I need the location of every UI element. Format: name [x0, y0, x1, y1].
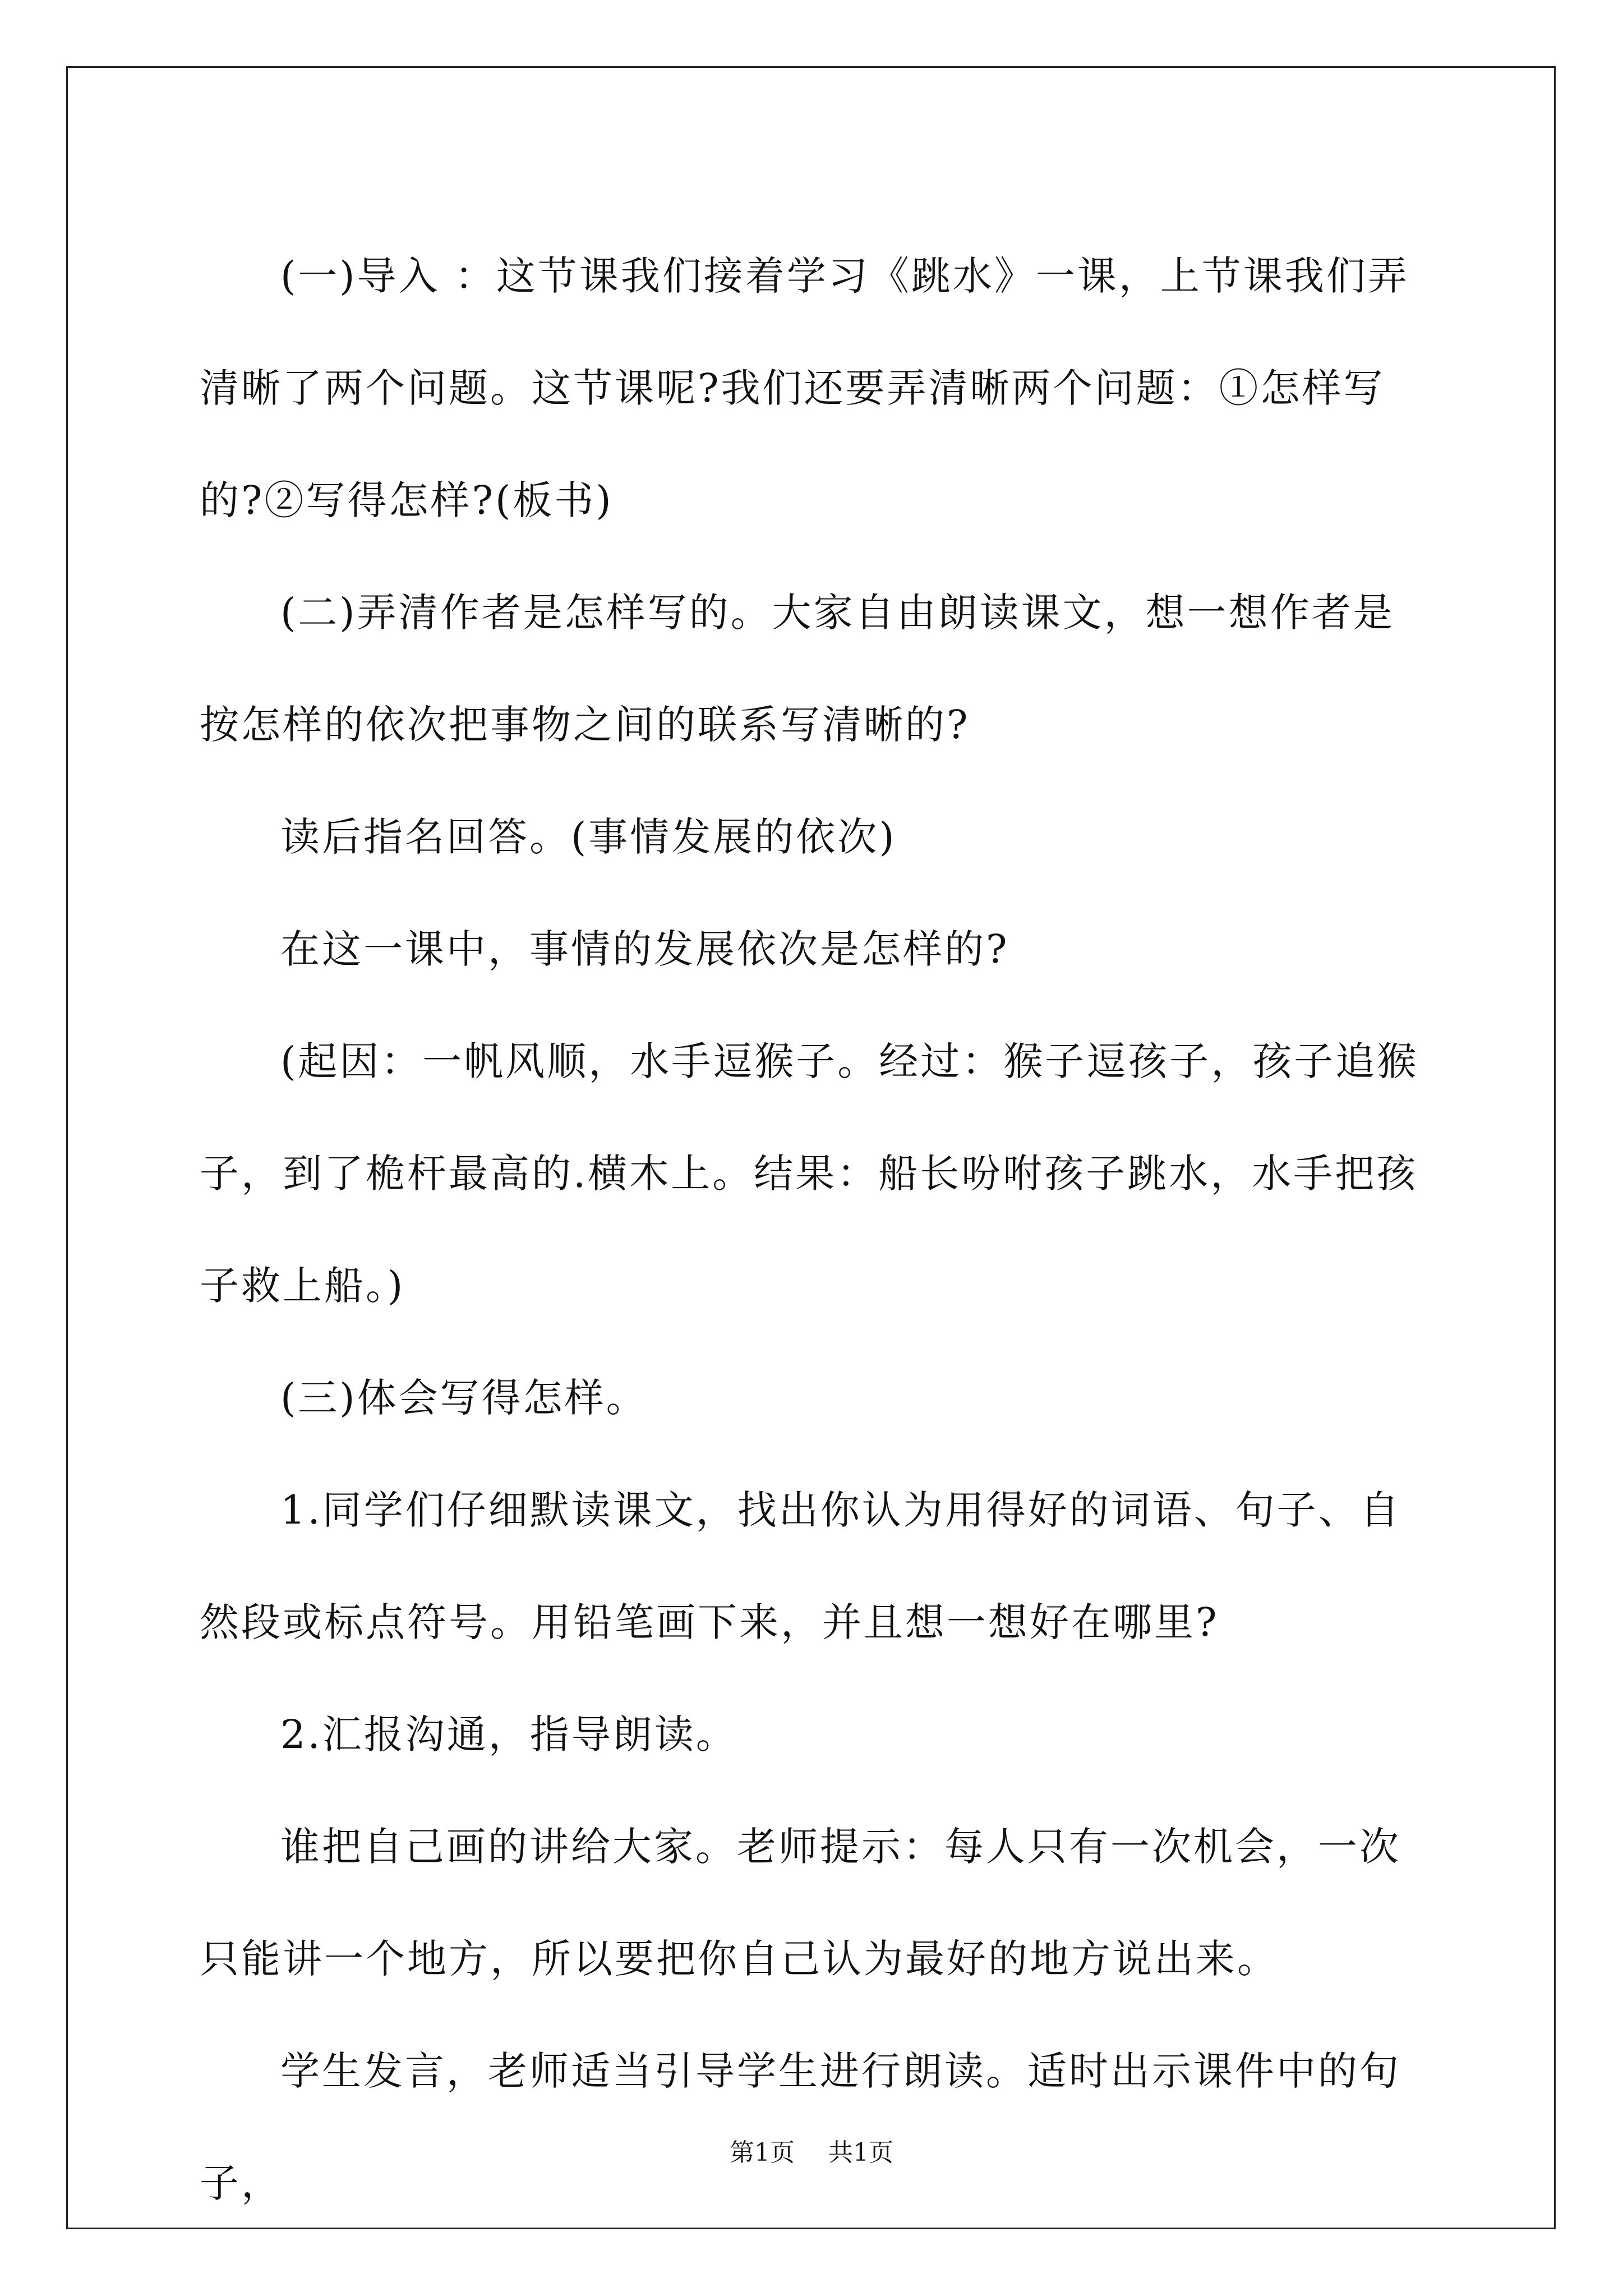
paragraph-answer: 读后指名回答。(事情发展的依次): [280, 814, 897, 860]
paragraph-step-one: 1.同学们仔细默读课文，找出你认为用得好的词语、句子、自然段或标点符号。用铅笔画下来，并且想一想好在哪里?: [200, 1487, 1401, 1645]
paragraph-step-two: 2.汇报沟通，指导朗读。: [280, 1711, 737, 1757]
paragraph-question: 在这一课中，事情的发展依次是怎样的?: [280, 926, 1009, 972]
page-number: 第1页: [730, 2138, 795, 2167]
document-body: [200, 220, 1433, 2239]
paragraph-intro: (一)导入 ：这节课我们接着学习《跳水》一课，上节课我们弄清晰了两个问题。这节课呢?我们还要弄清晰两个问题：①怎样写的?②写得怎样?(板书): [200, 253, 1409, 523]
paragraph-section-three: (三)体会写得怎样。: [280, 1375, 648, 1421]
paragraph-student-speech: 学生发言，老师适当引导学生进行朗读。适时出示课件中的句子，: [200, 2048, 1401, 2206]
page-total: 共1页: [828, 2138, 893, 2167]
paragraph-how-written: (二)弄清作者是怎样写的。大家自由朗读课文，想一想作者是按怎样的依次把事物之间的联系写清晰的?: [200, 590, 1395, 748]
page-footer: [0, 2136, 1623, 2170]
paragraph-sequence: (起因：一帆风顺，水手逗猴子。经过：猴子逗孩子，孩子追猴子，到了桅杆最高的.横木上。结果：船长吩咐孩子跳水，水手把孩子救上船。): [200, 1038, 1419, 1309]
paragraph-teacher-hint: 谁把自己画的讲给大家。老师提示：每人只有一次机会，一次只能讲一个地方，所以要把你自己认为最好的地方说出来。: [200, 1824, 1401, 1982]
